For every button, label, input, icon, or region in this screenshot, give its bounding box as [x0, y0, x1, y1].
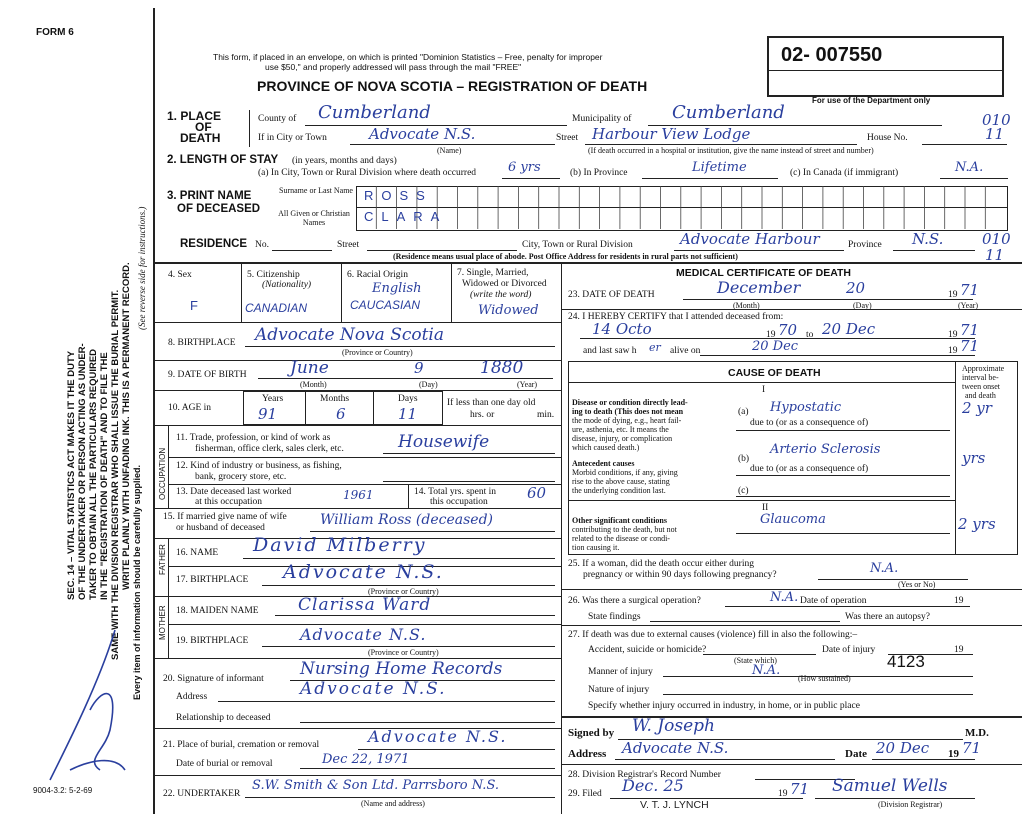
marital-label-1: 7. Single, Married,: [457, 268, 529, 278]
cause-header: CAUSE OF DEATH: [728, 367, 821, 379]
street-value: Harbour View Lodge: [592, 125, 751, 143]
burial-date-value: Dec 22, 1971: [322, 752, 410, 767]
alive-on-value: 20 Dec: [752, 339, 799, 354]
sig-year: 71: [962, 739, 982, 757]
birthplace-value: Advocate Nova Scotia: [255, 325, 445, 345]
from-year: 70: [778, 321, 798, 339]
informant-address-rule: [218, 701, 555, 702]
undertaker-value: S.W. Smith & Son Ltd. Parrsboro N.S.: [252, 778, 500, 793]
informant-address-value: Advocate N.S.: [300, 679, 447, 699]
antecedent-label-3: rise to the above cause, stating: [572, 477, 670, 486]
direct-label-4: ure, asthenia, etc. It means the: [572, 425, 669, 434]
other-label-4: tion causing it.: [572, 543, 620, 552]
age-div-2: [373, 391, 374, 424]
mother-birthplace-label: 19. BIRTHPLACE: [176, 636, 249, 646]
father-birthplace-label: 17. BIRTHPLACE: [176, 575, 249, 585]
house-label: House No.: [867, 133, 908, 143]
roman-1: I: [762, 385, 766, 395]
city-caption: (Name): [437, 146, 462, 155]
interval-header-2: interval be-: [962, 373, 999, 382]
rule-11: [168, 457, 561, 458]
roman-2: II: [762, 503, 769, 513]
q25-rule: [818, 579, 968, 580]
citizenship-label: 5. Citizenship: [247, 270, 300, 280]
alive-year: 71: [960, 337, 980, 355]
dob-year: 1880: [480, 358, 524, 378]
residence-province-label: Province: [848, 240, 882, 250]
state-which: (State which): [734, 656, 777, 665]
mother-bracket: [168, 596, 169, 658]
place-label-1: 1. PLACE: [167, 109, 222, 123]
form-code: 9004-3.2: 5-2-69: [33, 786, 93, 795]
other-rule: [736, 533, 950, 534]
sex-value: F: [190, 298, 198, 313]
dod-year-caption: (Year): [958, 301, 979, 310]
mother-birthplace-value: Advocate N.S.: [300, 625, 427, 644]
informant-sig-value: Nursing Home Records: [300, 659, 503, 679]
birthplace-rule: [245, 346, 555, 347]
dob-label: 9. DATE OF BIRTH: [168, 370, 247, 380]
marital-label-3: (write the word): [470, 290, 532, 300]
father-name-value: David Milberry: [253, 534, 427, 556]
other-label-1: Other significant conditions: [572, 516, 667, 525]
trade-label-1: 11. Trade, profession, or kind of work as: [176, 433, 331, 443]
stay-a-label: (a) In City, Town or Rural Division where death occurred: [258, 168, 477, 178]
envelope-note-1: This form, if placed in an envelope, on which is printed "Dominion Statistics – Free, penalty for improper: [213, 52, 603, 62]
q26-findings-rule: [650, 621, 840, 622]
birthplace-caption: (Province or Country): [342, 348, 413, 357]
residence-code-2: 11: [985, 246, 1005, 264]
form-left-border: [153, 8, 155, 814]
cause-b-interval: yrs: [962, 449, 986, 467]
side-write-line: WRITE PLAINLY WITH UNFADING INK. THIS IS A PERMANENT RECORD.: [121, 262, 132, 590]
q26-autopsy-label: Was there an autopsy?: [845, 612, 930, 622]
age-days-label: Days: [398, 394, 418, 404]
cause-section-rule: [568, 500, 956, 501]
sig-address-label: Address: [568, 748, 607, 760]
age-days-value: 11: [398, 405, 418, 423]
q26-value: N.A.: [770, 590, 799, 605]
citizenship-sub: (Nationality): [262, 280, 312, 290]
dod-year-prefix: 19: [948, 290, 958, 300]
industry-rule: [383, 481, 555, 482]
occ-div: [408, 484, 409, 508]
sig-year-prefix: 19: [948, 748, 959, 760]
other-label-2: contributing to the death, but not: [572, 525, 677, 534]
relationship-rule: [300, 722, 555, 723]
citizenship-value: CANADIAN: [245, 301, 308, 315]
informant-address-label: Address: [176, 692, 208, 702]
rule-12: [168, 484, 561, 485]
spouse-value: William Ross (deceased): [320, 512, 493, 528]
record-label: 28. Division Registrar's Record Number: [568, 770, 721, 780]
alive-on-label: alive on: [670, 346, 701, 356]
direct-label-1: Disease or condition directly lead-: [572, 398, 688, 407]
filed-year-prefix: 19: [778, 789, 788, 799]
place-label-2: OF: [195, 120, 212, 134]
age-div-1: [305, 391, 306, 424]
city-label: If in City or Town: [258, 133, 327, 143]
rule-13: [153, 508, 561, 509]
dod-day: 20: [846, 279, 866, 297]
spouse-label-1: 15. If married give name of wife: [163, 512, 287, 522]
injury-date-label: Date of injury: [822, 645, 876, 655]
undertaker-rule: [245, 797, 555, 798]
residence-street-label: Street: [337, 240, 360, 250]
city-value: Advocate N.S.: [369, 125, 476, 143]
burial-date-label: Date of burial or removal: [176, 759, 273, 769]
spouse-label-2: or husband of deceased: [176, 523, 265, 533]
cause-b-rule: [736, 475, 950, 476]
occupation-vertical-label: OCCUPATION: [158, 447, 167, 500]
injury-year-prefix: 19: [954, 645, 964, 655]
nature-rule: [663, 694, 973, 695]
rule-4: [153, 322, 561, 323]
filed-value: Dec. 25: [622, 776, 684, 795]
direct-label-6: which caused death.): [572, 443, 640, 452]
rule-23: [561, 309, 1022, 310]
envelope-note-2: use $50," and properly addressed will pass through the mail "FREE": [265, 62, 522, 72]
racial-value-2: CAUCASIAN: [350, 298, 421, 312]
residence-province-value: N.S.: [912, 230, 944, 248]
sig-address-rule: [615, 759, 835, 760]
to-year-prefix: 19: [948, 330, 958, 340]
manner-value: N.A.: [752, 663, 781, 678]
sex-label: 4. Sex: [168, 270, 192, 280]
residence-no-label: No.: [255, 240, 269, 250]
mother-maiden-rule: [275, 615, 555, 616]
dod-year: 71: [960, 281, 980, 299]
spouse-rule: [310, 531, 555, 532]
dept-use-label: For use of the Department only: [812, 96, 931, 105]
name-label-1: 3. PRINT NAME: [167, 190, 252, 202]
registrar-stamp-name: V. T. J. LYNCH: [640, 799, 709, 811]
stay-a-rule: [502, 178, 560, 179]
cause-c-letter: (c): [738, 486, 749, 496]
mother-maiden-label: 18. MAIDEN NAME: [176, 606, 259, 616]
q25-value: N.A.: [870, 561, 899, 576]
to-year: 71: [960, 321, 980, 339]
dob-month-caption: (Month): [300, 380, 327, 389]
dob-day: 9: [414, 359, 424, 377]
accident-label: Accident, suicide or homicide?: [588, 645, 707, 655]
place-code-2: 11: [985, 125, 1005, 143]
div-4a: [241, 264, 242, 322]
given-value: CLARA: [364, 209, 448, 224]
manner-rule: [663, 676, 973, 677]
antecedent-label-4: the underlying condition last.: [572, 486, 666, 495]
interval-header-3: tween onset: [962, 382, 1000, 391]
burial-date-rule: [300, 768, 555, 769]
cause-header-rule: [568, 382, 956, 383]
column-divider: [561, 264, 562, 814]
cause-a-value: Hypostatic: [770, 400, 842, 415]
how-sustained: (How sustained): [798, 674, 851, 683]
mother-birthplace-rule: [262, 646, 555, 647]
residence-label: RESIDENCE: [180, 238, 248, 250]
other-label-3: related to the disease or condi-: [572, 534, 670, 543]
q26-date-label: Date of operation: [800, 596, 867, 606]
racial-value-1: English: [372, 281, 422, 296]
to-label: to: [806, 330, 814, 340]
dob-month: June: [290, 358, 329, 378]
age-years-value: 91: [258, 405, 278, 423]
side-law-line-2: OF THE UNDERTAKER OR PERSON ACTING AS UNDER-: [77, 343, 88, 600]
stay-b-value: Lifetime: [692, 160, 747, 175]
min-label: min.: [537, 410, 555, 420]
mother-vertical-label: MOTHER: [158, 605, 167, 640]
residence-division-rule: [674, 250, 844, 251]
attend-from-value: 14 Octo: [592, 320, 652, 338]
stay-c-label: (c) In Canada (if immigrant): [790, 168, 899, 178]
last-seen-label: and last saw h: [583, 346, 637, 356]
rule-27: [561, 716, 1022, 718]
md-label: M.D.: [965, 727, 989, 739]
residence-province-rule: [893, 250, 975, 251]
last-seen-mid: er: [649, 341, 661, 354]
residence-division-value: Advocate Harbour: [680, 230, 820, 248]
alive-rule: [700, 355, 975, 356]
interval-header-1: Approximate: [962, 364, 1005, 373]
total-years-label-1: 14. Total yrs. spent in: [414, 487, 497, 497]
dod-month-caption: (Month): [733, 301, 760, 310]
marital-value: Widowed: [478, 303, 539, 318]
undertaker-caption: (Name and address): [361, 799, 425, 808]
side-law-line-5: SAME WITH THE DIVISION REGISTRAR WHO SHALL ISSUE THE BURIAL PERMIT.: [110, 289, 121, 660]
mother-birthplace-caption: (Province or Country): [368, 648, 439, 657]
registrar-signature: Samuel Wells: [832, 776, 948, 796]
sig-date-rule: [872, 759, 975, 760]
industry-injury-label: Specify whether injury occurred in industry, in home, or in public place: [588, 701, 860, 711]
informant-sig-label: 20. Signature of informant: [163, 674, 264, 684]
margin-signature-scribble: [30, 620, 140, 790]
direct-label-5: disease, injury, or complication: [572, 434, 673, 443]
last-worked-value: 1961: [343, 488, 374, 502]
signed-label: Signed by: [568, 727, 615, 739]
trade-label-2: fisherman, office clerk, sales clerk, etc.: [195, 444, 344, 454]
stay-b-label: (b) In Province: [570, 168, 628, 178]
div-4c: [451, 264, 452, 322]
rule-21: [153, 775, 561, 776]
cause-c-rule: [736, 496, 950, 497]
rule-10: [153, 425, 561, 426]
father-bracket: [168, 538, 169, 596]
interval-header-4: and death: [965, 391, 996, 400]
municipality-label: Municipality of: [572, 114, 632, 124]
age-years-label: Years: [262, 394, 284, 404]
street-rule: [585, 144, 857, 145]
dod-month: December: [717, 278, 801, 297]
attend-to-value: 20 Dec: [822, 320, 876, 338]
registrar-caption: (Division Registrar): [878, 800, 943, 809]
dod-label: 23. DATE OF DEATH: [568, 290, 655, 300]
direct-label-3: the mode of dying, e.g., heart fail-: [572, 416, 682, 425]
surname-value: ROSS: [364, 188, 433, 203]
house-rule: [922, 144, 1007, 145]
medical-header: MEDICAL CERTIFICATE OF DEATH: [676, 267, 851, 279]
burial-place-label: 21. Place of burial, cremation or removal: [163, 740, 320, 750]
name-grid-cells: [356, 186, 1008, 231]
city-rule: [350, 144, 555, 145]
div-4b: [341, 264, 342, 322]
filed-label: 29. Filed: [568, 789, 602, 799]
stay-c-rule: [940, 178, 1008, 179]
given-label: All Given or Christian Names: [278, 209, 350, 227]
place-bracket: [249, 110, 250, 147]
stay-label: 2. LENGTH OF STAY: [167, 154, 279, 166]
trade-rule: [383, 453, 555, 454]
age-label: 10. AGE in: [168, 403, 212, 413]
undertaker-label: 22. UNDERTAKER: [163, 789, 241, 799]
hrs-label: hrs. or: [470, 410, 495, 420]
q26-label: 26. Was there a surgical operation?: [568, 596, 701, 606]
age-months-label: Months: [320, 394, 350, 404]
rule-sig: [561, 764, 1022, 765]
side-every-line: Every item of information should be carefully supplied.: [132, 464, 142, 700]
stay-units: (in years, months and days): [292, 156, 397, 166]
dod-rule: [683, 299, 973, 300]
accident-rule: [703, 654, 816, 655]
municipality-value: Cumberland: [672, 102, 785, 123]
from-year-prefix: 19: [766, 330, 776, 340]
stamp-number: 4123: [887, 652, 925, 671]
mother-maiden-value: Clarissa Ward: [298, 595, 432, 615]
nature-label: Nature of injury: [588, 685, 650, 695]
residence-no-rule: [272, 250, 332, 251]
industry-label-2: bank, grocery store, etc.: [195, 472, 287, 482]
father-birthplace-rule: [262, 585, 555, 586]
cause-a-letter: (a): [738, 407, 749, 417]
side-see-reverse: (See reverse side for instructions.): [137, 206, 147, 330]
alive-year-prefix: 19: [948, 346, 958, 356]
reg-box-inner-line: [767, 70, 1002, 71]
sig-address-value: Advocate N.S.: [622, 739, 729, 757]
stay-a-value: 6 yrs: [508, 160, 541, 175]
direct-label-2: ing to death (This does not mean: [572, 407, 684, 416]
sig-date-value: 20 Dec: [876, 739, 930, 757]
burial-place-rule: [358, 749, 555, 750]
side-law-line-4: IN THE "REGISTRATION OF DEATH" AND TO FILE THE: [99, 352, 110, 600]
marital-label-2: Widowed or Divorced: [462, 279, 547, 289]
other-value: Glaucoma: [760, 512, 826, 527]
father-name-label: 16. NAME: [176, 548, 219, 558]
relationship-label: Relationship to deceased: [176, 713, 271, 723]
cause-a-due: due to (or as a consequence of): [750, 418, 869, 428]
cause-a-rule: [736, 430, 950, 431]
cause-interval-divider: [955, 362, 956, 554]
trade-value: Housewife: [398, 432, 490, 452]
surname-label: Surname or Last Name: [279, 186, 353, 195]
manner-label: Manner of injury: [588, 667, 653, 677]
rule-26: [561, 625, 1022, 626]
residence-code-1: 010: [982, 230, 1011, 248]
dob-rule: [258, 378, 553, 379]
place-label-3: DEATH: [180, 131, 221, 145]
side-law-line-1: SEC. 14 – VITAL STATISTICS ACT MAKES IT THE DUTY: [66, 350, 77, 600]
dob-day-caption: (Day): [419, 380, 438, 389]
antecedent-label-2: Morbid conditions, if any, giving: [572, 468, 678, 477]
stay-c-value: N.A.: [955, 160, 984, 175]
name-label-2: OF DECEASED: [177, 203, 261, 215]
industry-label-1: 12. Kind of industry or business, as fishing,: [176, 461, 342, 471]
county-label: County of: [258, 114, 297, 124]
form-id: FORM 6: [36, 27, 74, 38]
birthplace-label: 8. BIRTHPLACE: [168, 338, 236, 348]
stay-b-rule: [642, 178, 778, 179]
residence-street-rule: [367, 250, 517, 251]
burial-place-value: Advocate N.S.: [368, 727, 508, 746]
street-label: Street: [556, 133, 579, 143]
page-title: PROVINCE OF NOVA SCOTIA – REGISTRATION OF DEATH: [257, 78, 648, 94]
residence-division-label: City, Town or Rural Division: [522, 240, 633, 250]
q27-label: 27. If death was due to external causes (violence) fill in also the following:–: [568, 630, 858, 640]
q25-label-2: pregnancy or within 90 days following pregnancy?: [583, 570, 777, 580]
side-law-line-3: TAKER TO OBTAIN ALL THE PARTICULARS REQUIRED: [88, 348, 99, 600]
residence-note: (Residence means usual place of abode. Post Office Address for residents in rural parts not sufficient): [393, 252, 738, 261]
less-day-label: If less than one day old: [447, 398, 536, 408]
q25-caption: (Yes or No): [898, 580, 936, 589]
dob-year-caption: (Year): [517, 380, 538, 389]
registrar-rule: [815, 798, 975, 799]
last-worked-label-2: at this occupation: [195, 497, 263, 507]
cause-a-interval: 2 yr: [962, 399, 992, 417]
total-years-label-2: this occupation: [430, 497, 488, 507]
filed-year: 71: [790, 780, 810, 798]
signed-value: W. Joseph: [632, 716, 715, 736]
section-divider-top: [153, 262, 1022, 264]
other-interval: 2 yrs: [958, 515, 996, 533]
father-birthplace-caption: (Province or Country): [368, 587, 439, 596]
place-code-1: 010: [982, 111, 1011, 129]
antecedent-label-1: Antecedent causes: [572, 459, 635, 468]
father-vertical-label: FATHER: [158, 544, 167, 575]
dod-day-caption: (Day): [853, 301, 872, 310]
county-value: Cumberland: [318, 102, 431, 123]
racial-label: 6. Racial Origin: [347, 270, 408, 280]
last-worked-label-1: 13. Date deceased last worked: [176, 487, 292, 497]
attend-label: 24. I HEREBY CERTIFY that I attended deceased from:: [568, 312, 784, 322]
q26-findings-label: State findings: [588, 612, 641, 622]
cause-b-letter: (b): [738, 454, 750, 464]
total-years-value: 60: [527, 484, 547, 502]
father-name-rule: [243, 558, 555, 559]
q26-year-prefix: 19: [954, 596, 964, 606]
cause-b-due: due to (or as a consequence of): [750, 464, 869, 474]
q26-rule: [725, 606, 970, 607]
occupation-bracket: [168, 425, 169, 508]
registration-number: 02- 007550: [781, 44, 883, 66]
q25-label-1: 25. If a woman, did the death occur either during: [568, 559, 754, 569]
age-months-value: 6: [336, 405, 346, 423]
sig-date-label: Date: [845, 748, 867, 760]
hospital-note: (If death occurred in a hospital or institution, give the name instead of street and number): [588, 146, 874, 155]
cause-b-value: Arterio Sclerosis: [770, 442, 881, 457]
father-birthplace-value: Advocate N.S.: [283, 561, 444, 583]
